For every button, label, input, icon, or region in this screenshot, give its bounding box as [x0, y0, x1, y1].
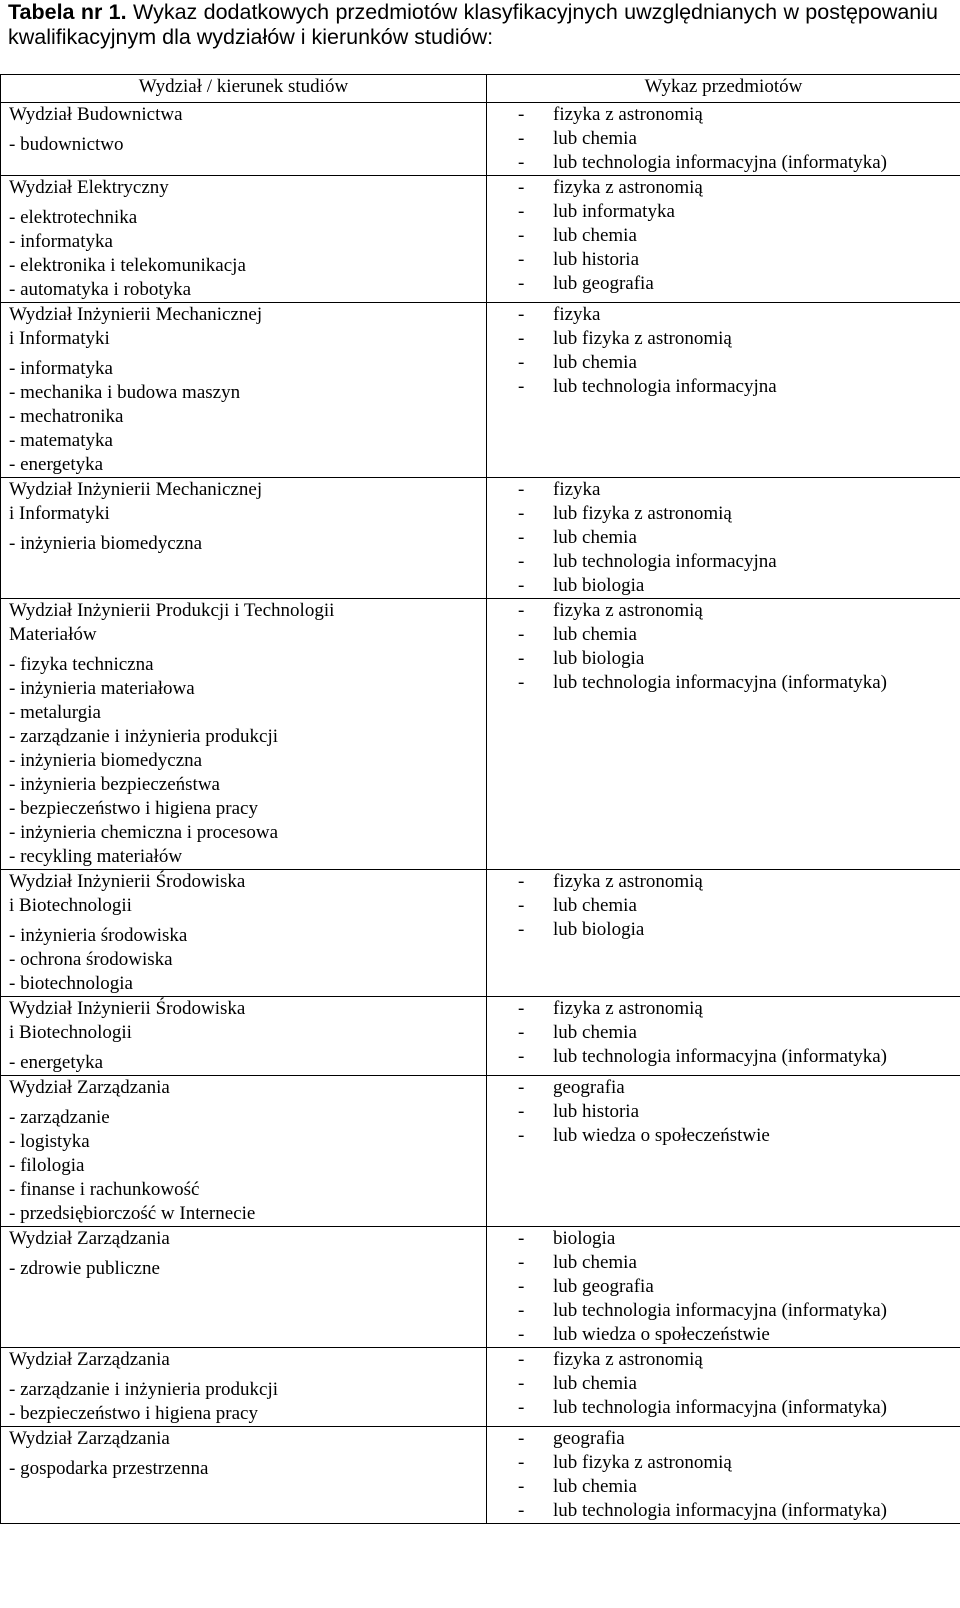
subject-item	[518, 1323, 960, 1347]
subject-item	[518, 478, 960, 502]
program-item: - budownictwo	[9, 134, 124, 155]
subject-item	[518, 526, 960, 550]
bullet-dash: -	[518, 624, 525, 645]
subject-item	[518, 894, 960, 918]
subjects-cell	[487, 1076, 960, 1227]
caption-label: Tabela nr 1.	[8, 0, 127, 24]
bullet-dash: -	[518, 1324, 525, 1345]
subject-text: lub biologia	[553, 648, 645, 669]
subject-item	[518, 176, 960, 200]
bullet-dash: -	[518, 1349, 525, 1370]
faculty-name: Materiałów	[9, 624, 97, 645]
bullet-dash: -	[518, 1300, 525, 1321]
bullet-dash: -	[518, 352, 525, 373]
program-item: - zdrowie publiczne	[9, 1258, 160, 1279]
subject-text: biologia	[553, 1228, 616, 1249]
subject-text: lub technologia informacyjna	[553, 551, 777, 572]
bullet-dash: -	[518, 871, 525, 892]
subject-text: fizyka z astronomią	[553, 177, 703, 198]
subject-item	[518, 1427, 960, 1451]
subject-text: lub technologia informacyjna (informatyka)	[553, 1300, 887, 1321]
subjects-cell	[487, 103, 960, 176]
program-item: - mechanika i budowa maszyn	[9, 382, 241, 403]
subject-item	[518, 1045, 960, 1069]
bullet-dash: -	[518, 1373, 525, 1394]
subject-item	[518, 1372, 960, 1396]
faculty-name: i Biotechnologii	[9, 895, 132, 916]
bullet-dash: -	[518, 503, 525, 524]
faculty-cell	[1, 103, 487, 176]
subject-text: lub chemia	[553, 1022, 637, 1043]
faculty-name: Wydział Budownictwa	[9, 104, 183, 125]
program-item: - automatyka i robotyka	[9, 279, 192, 300]
table-header-row	[1, 75, 960, 103]
program-item: - zarządzanie i inżynieria produkcji	[9, 1379, 279, 1400]
bullet-dash: -	[518, 201, 525, 222]
bullet-dash: -	[518, 1252, 525, 1273]
bullet-dash: -	[518, 152, 525, 173]
table-row	[1, 1227, 960, 1348]
subject-text: lub chemia	[553, 352, 637, 373]
faculty-name: Wydział Inżynierii Mechanicznej	[9, 304, 263, 325]
faculty-cell	[1, 478, 487, 599]
subject-text: lub chemia	[553, 1252, 637, 1273]
bullet-dash: -	[518, 1397, 525, 1418]
bullet-dash: -	[518, 895, 525, 916]
subject-item	[518, 1396, 960, 1420]
bullet-dash: -	[518, 672, 525, 693]
subject-item	[518, 1275, 960, 1299]
program-item: - bezpieczeństwo i higiena pracy	[9, 798, 258, 819]
faculty-cell	[1, 1427, 487, 1524]
subject-text: lub technologia informacyjna (informatyka)	[553, 1046, 887, 1067]
program-item: - inżynieria materiałowa	[9, 678, 195, 699]
bullet-dash: -	[518, 1022, 525, 1043]
subject-item	[518, 1451, 960, 1475]
program-item: - informatyka	[9, 231, 113, 252]
program-item: - energetyka	[9, 1052, 104, 1073]
subjects-cell	[487, 303, 960, 478]
subject-item	[518, 671, 960, 695]
subject-text: lub chemia	[553, 624, 637, 645]
program-item: - logistyka	[9, 1131, 90, 1152]
program-item: - elektronika i telekomunikacja	[9, 255, 246, 276]
subject-text: lub biologia	[553, 919, 645, 940]
program-item: - przedsiębiorczość w Internecie	[9, 1203, 256, 1224]
subject-item	[518, 303, 960, 327]
program-item: - inżynieria biomedyczna	[9, 750, 203, 771]
subject-text: lub historia	[553, 249, 640, 270]
program-item: - inżynieria bezpieczeństwa	[9, 774, 220, 795]
subject-text: lub chemia	[553, 225, 637, 246]
subject-item	[518, 1227, 960, 1251]
program-item: - inżynieria biomedyczna	[9, 533, 203, 554]
bullet-dash: -	[518, 1046, 525, 1067]
subject-item	[518, 375, 960, 399]
bullet-dash: -	[518, 1125, 525, 1146]
faculty-cell	[1, 599, 487, 870]
faculty-cell	[1, 176, 487, 303]
bullet-dash: -	[518, 600, 525, 621]
bullet-dash: -	[518, 575, 525, 596]
bullet-dash: -	[518, 249, 525, 270]
table-row	[1, 1348, 960, 1427]
bullet-dash: -	[518, 1476, 525, 1497]
subject-text: lub geografia	[553, 273, 654, 294]
subject-item	[518, 1100, 960, 1124]
bullet-dash: -	[518, 1428, 525, 1449]
faculty-cell	[1, 1227, 487, 1348]
faculty-name: Wydział Inżynierii Środowiska	[9, 871, 246, 892]
faculty-cell	[1, 870, 487, 997]
bullet-dash: -	[518, 1276, 525, 1297]
subject-text: lub technologia informacyjna (informatyka)	[553, 1397, 887, 1418]
subject-item	[518, 870, 960, 894]
bullet-dash: -	[518, 1500, 525, 1521]
faculty-cell	[1, 303, 487, 478]
program-item: - gospodarka przestrzenna	[9, 1458, 209, 1479]
subject-item	[518, 647, 960, 671]
subject-text: fizyka z astronomią	[553, 600, 703, 621]
program-item: - zarządzanie i inżynieria produkcji	[9, 726, 279, 747]
table-row	[1, 303, 960, 478]
subject-text: geografia	[553, 1428, 625, 1449]
table-row	[1, 599, 960, 870]
program-item: - ochrona środowiska	[9, 949, 173, 970]
faculty-name: Wydział Zarządzania	[9, 1077, 170, 1098]
table-row	[1, 478, 960, 599]
subject-text: fizyka z astronomią	[553, 998, 703, 1019]
subject-text: lub technologia informacyjna (informatyka)	[553, 152, 887, 173]
bullet-dash: -	[518, 1228, 525, 1249]
table-body	[1, 103, 960, 1524]
faculty-name: Wydział Inżynierii Środowiska	[9, 998, 246, 1019]
subject-text: lub technologia informacyjna (informatyka)	[553, 1500, 887, 1521]
program-item: - biotechnologia	[9, 973, 133, 994]
bullet-dash: -	[518, 1101, 525, 1122]
program-item: - zarządzanie	[9, 1107, 110, 1128]
faculty-cell	[1, 1348, 487, 1427]
bullet-dash: -	[518, 551, 525, 572]
subject-text: fizyka z astronomią	[553, 871, 703, 892]
bullet-dash: -	[518, 527, 525, 548]
faculty-name: Wydział Inżynierii Mechanicznej	[9, 479, 263, 500]
subject-text: fizyka	[553, 304, 601, 325]
subject-item	[518, 550, 960, 574]
subject-text: lub fizyka z astronomią	[553, 1452, 732, 1473]
subject-item	[518, 623, 960, 647]
caption-text: Wykaz dodatkowych przedmiotów klasyfikacyjnych uwzględnianych w postępowaniu kwalifikacyjnym dla wydziałów i kierunków studiów:	[8, 0, 938, 49]
subject-item	[518, 918, 960, 942]
program-item: - recykling materiałów	[9, 846, 183, 867]
program-item: - fizyka techniczna	[9, 654, 154, 675]
subjects-cell	[487, 599, 960, 870]
subject-item	[518, 272, 960, 296]
subject-item	[518, 224, 960, 248]
subject-text: lub wiedza o społeczeństwie	[553, 1324, 770, 1345]
subject-item	[518, 1475, 960, 1499]
subject-text: lub biologia	[553, 575, 645, 596]
subject-item	[518, 1251, 960, 1275]
subject-item	[518, 103, 960, 127]
bullet-dash: -	[518, 225, 525, 246]
faculty-name: Wydział Zarządzania	[9, 1349, 170, 1370]
subject-item	[518, 151, 960, 175]
program-item: - energetyka	[9, 454, 104, 475]
subject-item	[518, 351, 960, 375]
table-row	[1, 997, 960, 1076]
program-item: - bezpieczeństwo i higiena pracy	[9, 1403, 258, 1424]
subject-item	[518, 1076, 960, 1100]
subject-text: lub technologia informacyjna	[553, 376, 777, 397]
program-item: - elektrotechnika	[9, 207, 138, 228]
subject-text: geografia	[553, 1077, 625, 1098]
subjects-cell	[487, 1348, 960, 1427]
faculty-cell	[1, 997, 487, 1076]
subject-text: lub informatyka	[553, 201, 675, 222]
bullet-dash: -	[518, 104, 525, 125]
faculty-name: Wydział Zarządzania	[9, 1428, 170, 1449]
bullet-dash: -	[518, 648, 525, 669]
subjects-table	[0, 74, 960, 1524]
bullet-dash: -	[518, 1077, 525, 1098]
faculty-name: Wydział Inżynierii Produkcji i Technologii	[9, 600, 335, 621]
header-subjects: Wykaz przedmiotów	[487, 75, 960, 103]
subject-text: lub chemia	[553, 895, 637, 916]
table-caption	[8, 0, 938, 50]
subjects-cell	[487, 478, 960, 599]
subject-item	[518, 1021, 960, 1045]
subject-item	[518, 200, 960, 224]
subject-text: lub wiedza o społeczeństwie	[553, 1125, 770, 1146]
subjects-cell	[487, 1227, 960, 1348]
bullet-dash: -	[518, 273, 525, 294]
header-faculty: Wydział / kierunek studiów	[1, 75, 487, 103]
faculty-name: Wydział Elektryczny	[9, 177, 169, 198]
subjects-cell	[487, 870, 960, 997]
subjects-cell	[487, 997, 960, 1076]
bullet-dash: -	[518, 177, 525, 198]
subject-text: lub chemia	[553, 527, 637, 548]
subject-text: fizyka z astronomią	[553, 1349, 703, 1370]
subject-item	[518, 1299, 960, 1323]
bullet-dash: -	[518, 1452, 525, 1473]
program-item: - matematyka	[9, 430, 113, 451]
subject-text: fizyka z astronomią	[553, 104, 703, 125]
program-item: - finanse i rachunkowość	[9, 1179, 200, 1200]
bullet-dash: -	[518, 304, 525, 325]
subjects-cell	[487, 176, 960, 303]
program-item: - filologia	[9, 1155, 85, 1176]
bullet-dash: -	[518, 919, 525, 940]
subject-item	[518, 1348, 960, 1372]
program-item: - inżynieria chemiczna i procesowa	[9, 822, 279, 843]
subject-text: lub chemia	[553, 1476, 637, 1497]
bullet-dash: -	[518, 998, 525, 1019]
program-item: - metalurgia	[9, 702, 101, 723]
bullet-dash: -	[518, 479, 525, 500]
program-item: - mechatronika	[9, 406, 124, 427]
subject-text: lub chemia	[553, 1373, 637, 1394]
faculty-name: i Biotechnologii	[9, 1022, 132, 1043]
table-row	[1, 1076, 960, 1227]
table-row	[1, 870, 960, 997]
subject-item	[518, 997, 960, 1021]
subject-item	[518, 1124, 960, 1148]
subject-item	[518, 127, 960, 151]
program-item: - informatyka	[9, 358, 113, 379]
subject-item	[518, 502, 960, 526]
faculty-cell	[1, 1076, 487, 1227]
subject-text: lub fizyka z astronomią	[553, 503, 732, 524]
faculty-name: i Informatyki	[9, 503, 110, 524]
subjects-cell	[487, 1427, 960, 1524]
subject-text: fizyka	[553, 479, 601, 500]
subject-text: lub fizyka z astronomią	[553, 328, 732, 349]
subject-text: lub chemia	[553, 128, 637, 149]
table-row	[1, 103, 960, 176]
subject-text: lub geografia	[553, 1276, 654, 1297]
faculty-name: i Informatyki	[9, 328, 110, 349]
subject-text: lub technologia informacyjna (informatyka)	[553, 672, 887, 693]
subject-item	[518, 599, 960, 623]
bullet-dash: -	[518, 328, 525, 349]
subject-text: lub historia	[553, 1101, 640, 1122]
subject-item	[518, 327, 960, 351]
bullet-dash: -	[518, 128, 525, 149]
faculty-name: Wydział Zarządzania	[9, 1228, 170, 1249]
subject-item	[518, 248, 960, 272]
bullet-dash: -	[518, 376, 525, 397]
table-row	[1, 176, 960, 303]
program-item: - inżynieria środowiska	[9, 925, 188, 946]
table-row	[1, 1427, 960, 1524]
subject-item	[518, 1499, 960, 1523]
subject-item	[518, 574, 960, 598]
